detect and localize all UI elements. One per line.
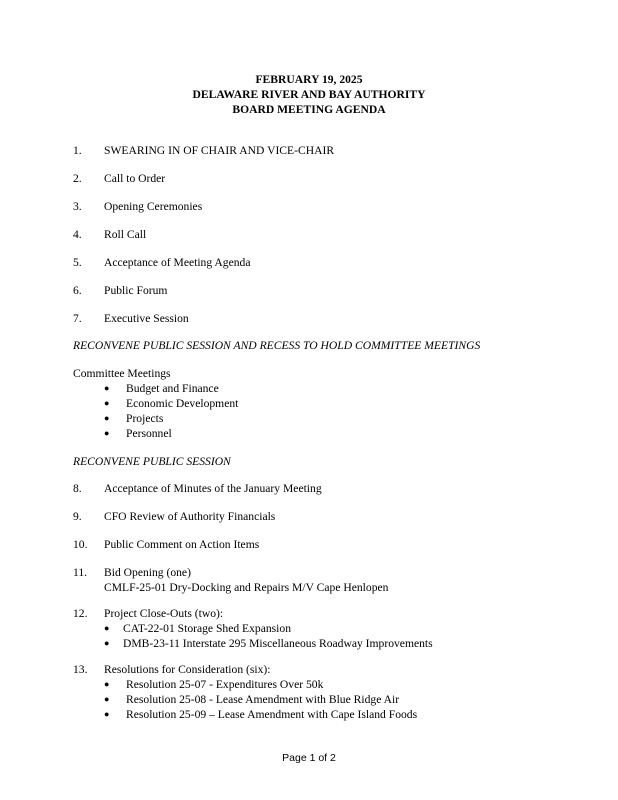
item-text: Public Forum [104, 284, 168, 297]
organization-name: DELAWARE RIVER AND BAY AUTHORITY [192, 88, 426, 101]
item-text: Roll Call [104, 228, 147, 241]
item-number: 12. [73, 607, 88, 620]
item-number: 5. [73, 256, 82, 269]
item-text: Opening Ceremonies [104, 200, 203, 213]
item-text: SWEARING IN OF CHAIR AND VICE-CHAIR [104, 144, 335, 157]
bullet-icon: ● [104, 413, 110, 423]
item-text: CFO Review of Authority Financials [104, 510, 276, 523]
bullet-icon: ● [104, 623, 110, 633]
item-number: 10. [73, 538, 88, 551]
item-number: 2. [73, 172, 82, 185]
bullet-icon: ● [104, 709, 110, 719]
item-text: Bid Opening (one) [104, 566, 191, 579]
page-title: BOARD MEETING AGENDA [232, 103, 386, 116]
item-number: 4. [73, 228, 82, 241]
agenda-date: FEBRUARY 19, 2025 [255, 73, 363, 86]
item-text: Acceptance of Meeting Agenda [104, 256, 251, 269]
page-number: Page 1 of 2 [282, 752, 336, 764]
item-text: Executive Session [104, 312, 189, 325]
item-text: Resolutions for Consideration (six): [104, 663, 271, 676]
item-text: Public Comment on Action Items [104, 538, 260, 551]
bullet-icon: ● [104, 383, 110, 393]
reconvene-recess-heading: RECONVENE PUBLIC SESSION AND RECESS TO HOLD COMMITTEE MEETINGS [73, 339, 481, 352]
item-number: 9. [73, 510, 82, 523]
item-text: Acceptance of Minutes of the January Meeting [104, 482, 322, 495]
bullet-icon: ● [104, 428, 110, 438]
item-text: Project Close-Outs (two): [104, 607, 224, 620]
item-number: 11. [73, 566, 88, 579]
item-number: 1. [73, 144, 82, 157]
item-text: Call to Order [104, 172, 166, 185]
item-number: 13. [73, 663, 88, 676]
agenda-page: FEBRUARY 19, 2025 DELAWARE RIVER AND BAY AUTHORITY BOARD MEETING AGENDA 1. SWEARING IN OF CHAIR AND VICE-CHAIR 2. Call to Order 3. Opening Ceremonies 4. Roll Call 5. Acceptance of Meeting Agenda 6. Public Forum 7. Executive Session RECONVENE PUBLIC SESSION AND RECESS TO HOLD COMMITTEE MEETINGS Committee Meetings ● Budget and Finance ● Economic Development ● Projects ● Personnel RECONVENE PUBLIC SESSION 8. Acceptance of Minutes of the January Meeting 9. CFO Review of Authority Financials 10. Public Comment on Action Items 11. Bid Opening (one) CMLF-25-01 Dry-Docking and Repairs M/V Cape Henlopen 12. Project Close-Outs (two): ● CAT-22-01 Storage Shed Expansion ● DMB-23-11 Interstate 295 Miscellaneous Roadway Improvements 13. Resolutions for Consideration (six): ● Resolution 25-07 - Expenditures Over 50k ● Resolution 25-08 - Lease Amendment with Blue Ridge Air ● Resolution 25-09 – Lease Amendment with Cape Island Foods Page 1 of 2 [0, 0, 618, 800]
item-number: 6. [73, 284, 82, 297]
committee-meetings-label: Committee Meetings [73, 367, 171, 380]
item-number: 7. [73, 312, 82, 325]
reconvene-heading: RECONVENE PUBLIC SESSION [73, 455, 231, 468]
bullet-icon: ● [104, 694, 110, 704]
bullet-icon: ● [104, 679, 110, 689]
item-number: 3. [73, 200, 82, 213]
bullet-icon: ● [104, 398, 110, 408]
bullet-icon: ● [104, 638, 110, 648]
item-number: 8. [73, 482, 82, 495]
bid-opening-detail: CMLF-25-01 Dry-Docking and Repairs M/V Cape Henlopen [104, 581, 389, 594]
